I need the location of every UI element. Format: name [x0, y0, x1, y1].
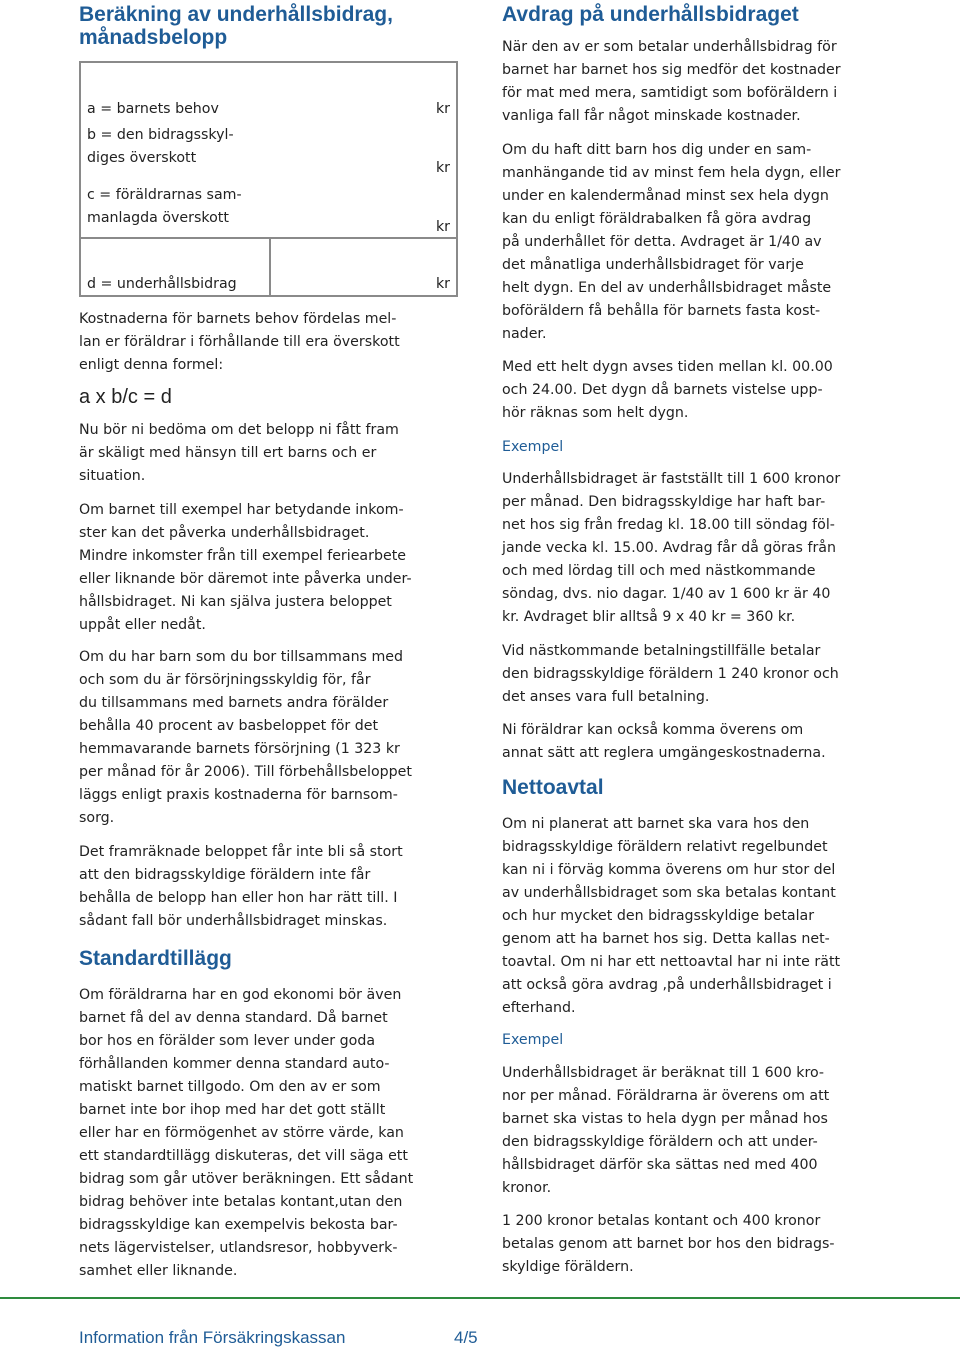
paragraph-standard: Om föräldrarna har en god ekonomi bör även barnet få del av denna standard. Då barnet bor hos en förälder som lever under goda förhållanden kommer denna standard auto- matiskt barnet tillgodo. Om den av er som barnet inte bor ihop med har det gott ställt eller har en förmögenhet av större värde, kan ett standardtillägg diskuteras, det vill säga ett bidrag som går utöver beräkningen. Ett sådant bidrag behöver inte betalas kontant,utan den bidragsskyldige kan exempelvis bekosta bar- nets lägervistelser, utlandsresor, hobbyverk- samhet eller liknande.	[79, 987, 414, 1279]
formula-unit-c: kr	[435, 219, 450, 235]
paragraph-reserved-amount: Om du har barn som du bor tillsammans med och som du är försörjningsskyldig för, får du tillsammans med barnets andra förälder behålla 40 procent av basbeloppet för det hemmavarande barnets försörjning (1 323 kr per månad för år 2006). Till förbehållsbeloppet läggs enligt praxis kostnaderna för barnsom- sorg.	[79, 649, 412, 826]
footer-source: Information från Försäkringskassan	[79, 1328, 346, 1347]
formula-unit-b: kr	[435, 160, 450, 176]
paragraph-split-payment: 1 200 kronor betalas kontant och 400 kronor betalas genom att barnet bor hos den bidrags- skyldige föräldern.	[502, 1213, 835, 1275]
paragraph-limit: Det framräknade beloppet får inte bli så stort att den bidragsskyldige föräldern inte får behålla de belopp han eller hon har rätt till. I sådant fall bör underhållsbidraget minskas.	[79, 844, 403, 929]
formula-unit-a: kr	[435, 101, 450, 117]
example-label-1: Exempel	[502, 439, 564, 455]
paragraph-full-day: Med ett helt dygn avses tiden mellan kl. 00.00 och 24.00. Det dygn då barnets vistelse upp- hör räknas som helt dygn.	[502, 359, 833, 421]
paragraph-child-income: Om barnet till exempel har betydande inkom- ster kan det påverka underhållsbidraget. Mindre inkomster från till exempel feriearbete eller liknande bör däremot inte påverka under- hållsbidraget. Ni kan själva justera beloppet uppåt eller nedåt.	[79, 502, 412, 633]
paragraph-costs: När den av er som betalar underhållsbidrag för barnet har barnet hos sig medför det kostnader för mat med mera, samtidigt som boföräldern i vanliga fall får något minskade kostnader.	[502, 39, 841, 124]
paragraph-agreement: Ni föräldrar kan också komma överens om annat sätt att reglera umgängeskostnaderna.	[502, 722, 826, 761]
formula-row-a: a = barnets behov	[87, 101, 219, 117]
footer-page-number: 4/5	[454, 1328, 478, 1347]
formula-row-b: b = den bidragsskyl- diges överskott	[87, 127, 234, 166]
example-label-2: Exempel	[502, 1032, 564, 1048]
formula-unit-d: kr	[435, 276, 450, 292]
section-title-deduction: Avdrag på underhållsbidraget	[502, 3, 799, 26]
formula-equation: a x b/c = d	[79, 386, 172, 408]
paragraph-deduction-rule: Om du haft ditt barn hos dig under en sam- manhängande tid av minst fem hela dygn, eller under en kalendermånad minst sex hela dygn kan du enligt föräldrabalken få göra avdrag på underhållet för detta. Avdraget är 1/40 av det månatliga underhållsbidraget för varje helt dygn. En del av underhållsbidraget måste boföräldern få behålla för barnets fasta kost- nader.	[502, 142, 841, 342]
formula-divider	[81, 237, 269, 239]
paragraph-example-1: Underhållsbidraget är fastställt till 1 600 kronor per månad. Den bidragsskyldige har haft bar- net hos sig från fredag kl. 18.00 till söndag föl- jande vecka kl. 15.00. Avdrag får då göras från och med lördag till och med nästkommande söndag, dvs. nio dagar. 1/40 av 1 600 kr är 40 kr. Avdraget blir alltså 9 x 40 kr = 360 kr.	[502, 471, 841, 625]
formula-row-d: d = underhållsbidrag	[87, 276, 237, 292]
right-column	[502, 0, 887, 1275]
left-column	[79, 0, 459, 1279]
formula-table	[79, 61, 458, 297]
formula-value-box	[269, 237, 456, 295]
footer-divider	[0, 1297, 960, 1299]
formula-row-c: c = föräldrarnas sam- manlagda överskott	[87, 187, 242, 226]
paragraph-assess: Nu bör ni bedöma om det belopp ni fått fram är skäligt med hänsyn till ert barns och er situation.	[79, 422, 399, 484]
intro-paragraph: Kostnaderna för barnets behov fördelas mel- lan er föräldrar i förhållande till era överskott enligt denna formel:	[79, 311, 400, 373]
paragraph-nettoavtal: Om ni planerat att barnet ska vara hos den bidragsskyldige föräldern relativt regelbundet kan ni i förväg komma överens om hur stor del av underhållsbidraget som ska betalas kontant och hur mycket den bidragsskyldige betalar genom att ha barnet hos sig. Detta kallas net- toavtal. Om ni har ett nettoavtal har ni inte rätt att också göra avdrag ,på underhållsbidraget i efterhand.	[502, 816, 841, 1016]
heading-standardtillagg: Standardtillägg	[79, 947, 232, 970]
paragraph-payment: Vid nästkommande betalningstillfälle betalar den bidragsskyldige föräldern 1 240 kronor och det anses vara full betalning.	[502, 643, 839, 705]
heading-nettoavtal: Nettoavtal	[502, 776, 604, 799]
paragraph-example-2: Underhållsbidraget är beräknat till 1 600 kro- nor per månad. Föräldrarna är överens om att barnet ska vistas to hela dygn per månad hos den bidragsskyldige föräldern och att under- hållsbidraget därför ska sättas ned med 400 kronor.	[502, 1065, 830, 1196]
section-title-calculation: Beräkning av underhållsbidrag, månadsbelopp	[79, 3, 393, 49]
